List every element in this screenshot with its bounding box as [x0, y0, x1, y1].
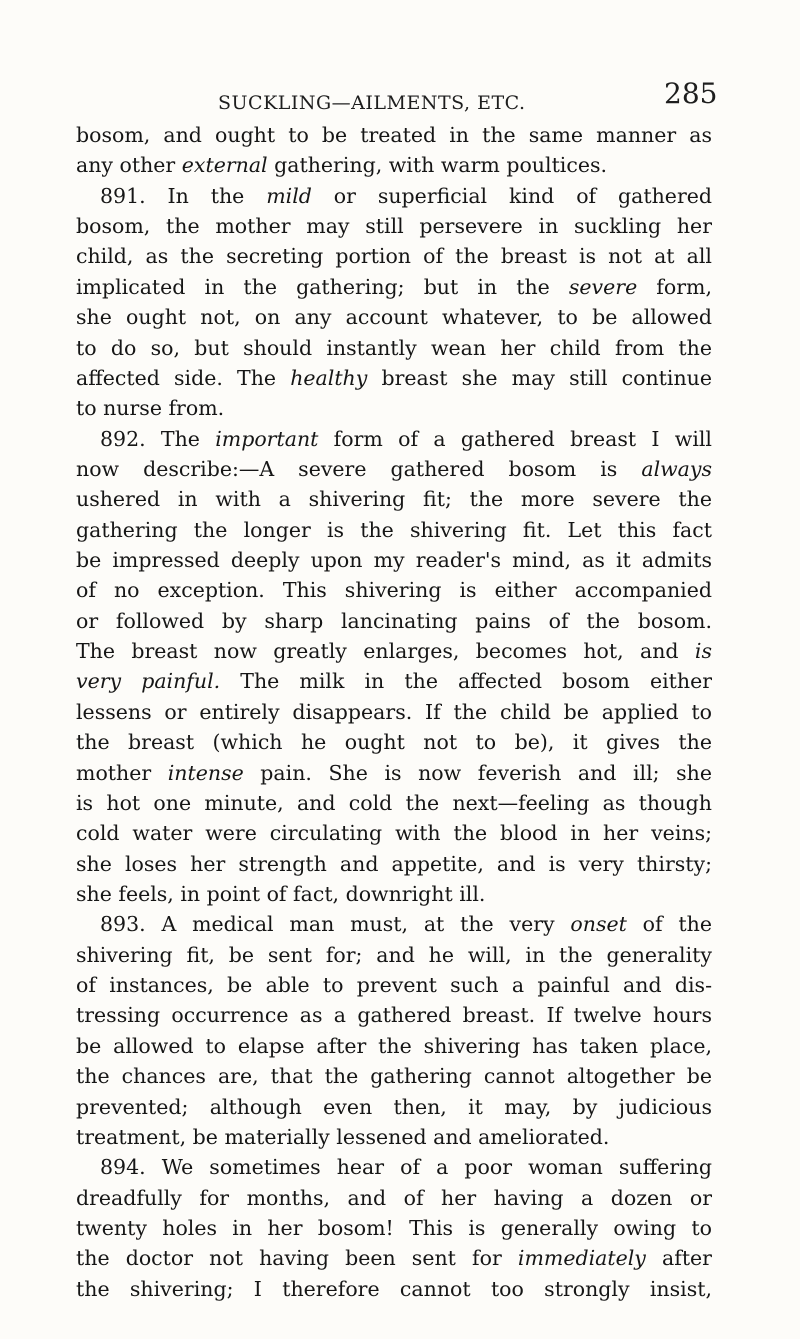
text-line — [76, 241, 712, 271]
text-line — [76, 727, 712, 757]
running-head: SUCKLING—AILMENTS, ETC. — [218, 92, 526, 114]
text-segment: form, — [637, 274, 712, 299]
text-line — [76, 879, 712, 909]
italic-text: is — [694, 639, 712, 664]
italic-text: severe — [568, 274, 638, 299]
text-line — [76, 1213, 712, 1243]
text-line — [76, 666, 712, 696]
text-line — [76, 515, 712, 545]
text-segment: breast she may still continue — [367, 365, 712, 390]
text-line — [76, 393, 712, 423]
text-line — [76, 211, 712, 241]
text-segment: of the — [626, 912, 712, 937]
text-segment: after — [645, 1246, 712, 1271]
text-segment: twenty holes in her bosom! This is generally owing to — [76, 1215, 712, 1240]
italic-text: intense — [167, 760, 244, 785]
body-text — [76, 120, 712, 1304]
text-line — [76, 302, 712, 332]
text-segment: the breast (which he ought not to be), it gives the — [76, 730, 712, 755]
text-segment: gathering, with warm poultices. — [267, 153, 608, 178]
text-line — [76, 788, 712, 818]
italic-text: healthy — [290, 365, 368, 390]
text-segment: be allowed to elapse after the shivering has taken place, — [76, 1033, 712, 1058]
text-line — [76, 818, 712, 848]
text-segment: is hot one minute, and cold the next—feeling as though — [76, 790, 712, 815]
text-segment: child, as the secreting portion of the breast is not at all — [76, 244, 712, 269]
italic-text: mild — [266, 183, 312, 208]
text-line — [76, 181, 712, 211]
text-segment: prevented; although even then, it may, by judicious — [76, 1094, 712, 1119]
page-number: 285 — [664, 77, 718, 110]
text-segment: any other — [76, 153, 182, 178]
text-line — [76, 1092, 712, 1122]
text-line — [76, 363, 712, 393]
text-segment: 892. The — [100, 426, 216, 451]
text-line — [76, 1243, 712, 1273]
italic-text: onset — [570, 912, 627, 937]
text-segment: pain. She is now feverish and ill; she — [243, 760, 712, 785]
text-segment: gathering the longer is the shivering fit. Let this fact — [76, 517, 712, 542]
text-segment: she feels, in point of fact, downright ill. — [76, 881, 486, 906]
text-segment: be impressed deeply upon my reader's mind, as it admits — [76, 548, 712, 573]
text-line — [76, 1274, 712, 1304]
text-segment: the shivering; I therefore cannot too strongly insist, — [76, 1276, 712, 1301]
text-segment: she ought not, on any account whatever, to be allowed — [76, 305, 712, 330]
text-segment: the chances are, that the gathering cannot altogether be — [76, 1064, 712, 1089]
text-line — [76, 272, 712, 302]
text-segment: cold water were circulating with the blood in her veins; — [76, 821, 712, 846]
text-segment: of no exception. This shivering is either accompanied — [76, 578, 712, 603]
text-line — [76, 545, 712, 575]
text-line — [76, 333, 712, 363]
text-segment: mother — [76, 760, 168, 785]
text-segment: 893. A medical man must, at the very — [100, 912, 571, 937]
text-segment: bosom, and ought to be treated in the same manner as — [76, 123, 712, 147]
text-segment: of instances, be able to prevent such a painful and dis- — [76, 973, 712, 998]
text-segment: form of a gathered breast I will — [318, 426, 712, 451]
text-segment: or followed by sharp lancinating pains of the bosom. — [76, 608, 712, 633]
text-line — [76, 484, 712, 514]
text-segment: dreadfully for months, and of her having a dozen or — [76, 1185, 712, 1210]
text-line — [76, 606, 712, 636]
text-line — [76, 1031, 712, 1061]
text-segment: affected side. The — [76, 365, 291, 390]
text-line — [76, 697, 712, 727]
text-segment: now describe:—A severe gathered bosom is — [76, 456, 642, 481]
text-line — [76, 120, 712, 150]
text-segment: bosom, the mother may still persevere in suckling her — [76, 214, 712, 239]
text-line — [76, 1122, 712, 1152]
text-line — [76, 575, 712, 605]
text-line — [76, 909, 712, 939]
text-segment: 894. We sometimes hear of a poor woman suffering — [100, 1155, 712, 1180]
text-segment: 891. In the — [100, 183, 267, 208]
text-segment: implicated in the gathering; but in the — [76, 274, 569, 299]
text-line — [76, 1152, 712, 1182]
text-segment: or superficial kind of gathered — [311, 183, 712, 208]
text-segment: lessens or entirely disappears. If the child be applied to — [76, 699, 712, 724]
text-line — [76, 454, 712, 484]
text-line — [76, 940, 712, 970]
text-line — [76, 1183, 712, 1213]
text-segment: treatment, be materially lessened and ameliorated. — [76, 1124, 610, 1149]
text-segment: to nurse from. — [76, 396, 225, 421]
text-segment: tressing occurrence as a gathered breast. If twelve hours — [76, 1003, 712, 1028]
italic-text: important — [215, 426, 319, 451]
text-line — [76, 150, 712, 180]
text-segment: the doctor not having been sent for — [76, 1246, 518, 1271]
text-line — [76, 1000, 712, 1030]
text-line — [76, 758, 712, 788]
text-line — [76, 849, 712, 879]
text-segment: she loses her strength and appetite, and is very thirsty; — [76, 851, 712, 876]
text-line — [76, 636, 712, 666]
text-segment: The breast now greatly enlarges, becomes hot, and — [76, 639, 695, 664]
text-line — [76, 970, 712, 1000]
text-segment: The milk in the affected bosom either — [220, 669, 712, 694]
text-segment: shivering fit, be sent for; and he will, in the generality — [76, 942, 712, 967]
text-segment: ushered in with a shivering fit; the more severe the — [76, 487, 712, 512]
italic-text: always — [641, 456, 712, 481]
italic-text: very painful. — [76, 669, 221, 694]
text-line — [76, 1061, 712, 1091]
text-line — [76, 424, 712, 454]
italic-text: immediately — [517, 1246, 646, 1271]
text-segment: to do so, but should instantly wean her child from the — [76, 335, 712, 360]
italic-text: external — [181, 153, 268, 178]
